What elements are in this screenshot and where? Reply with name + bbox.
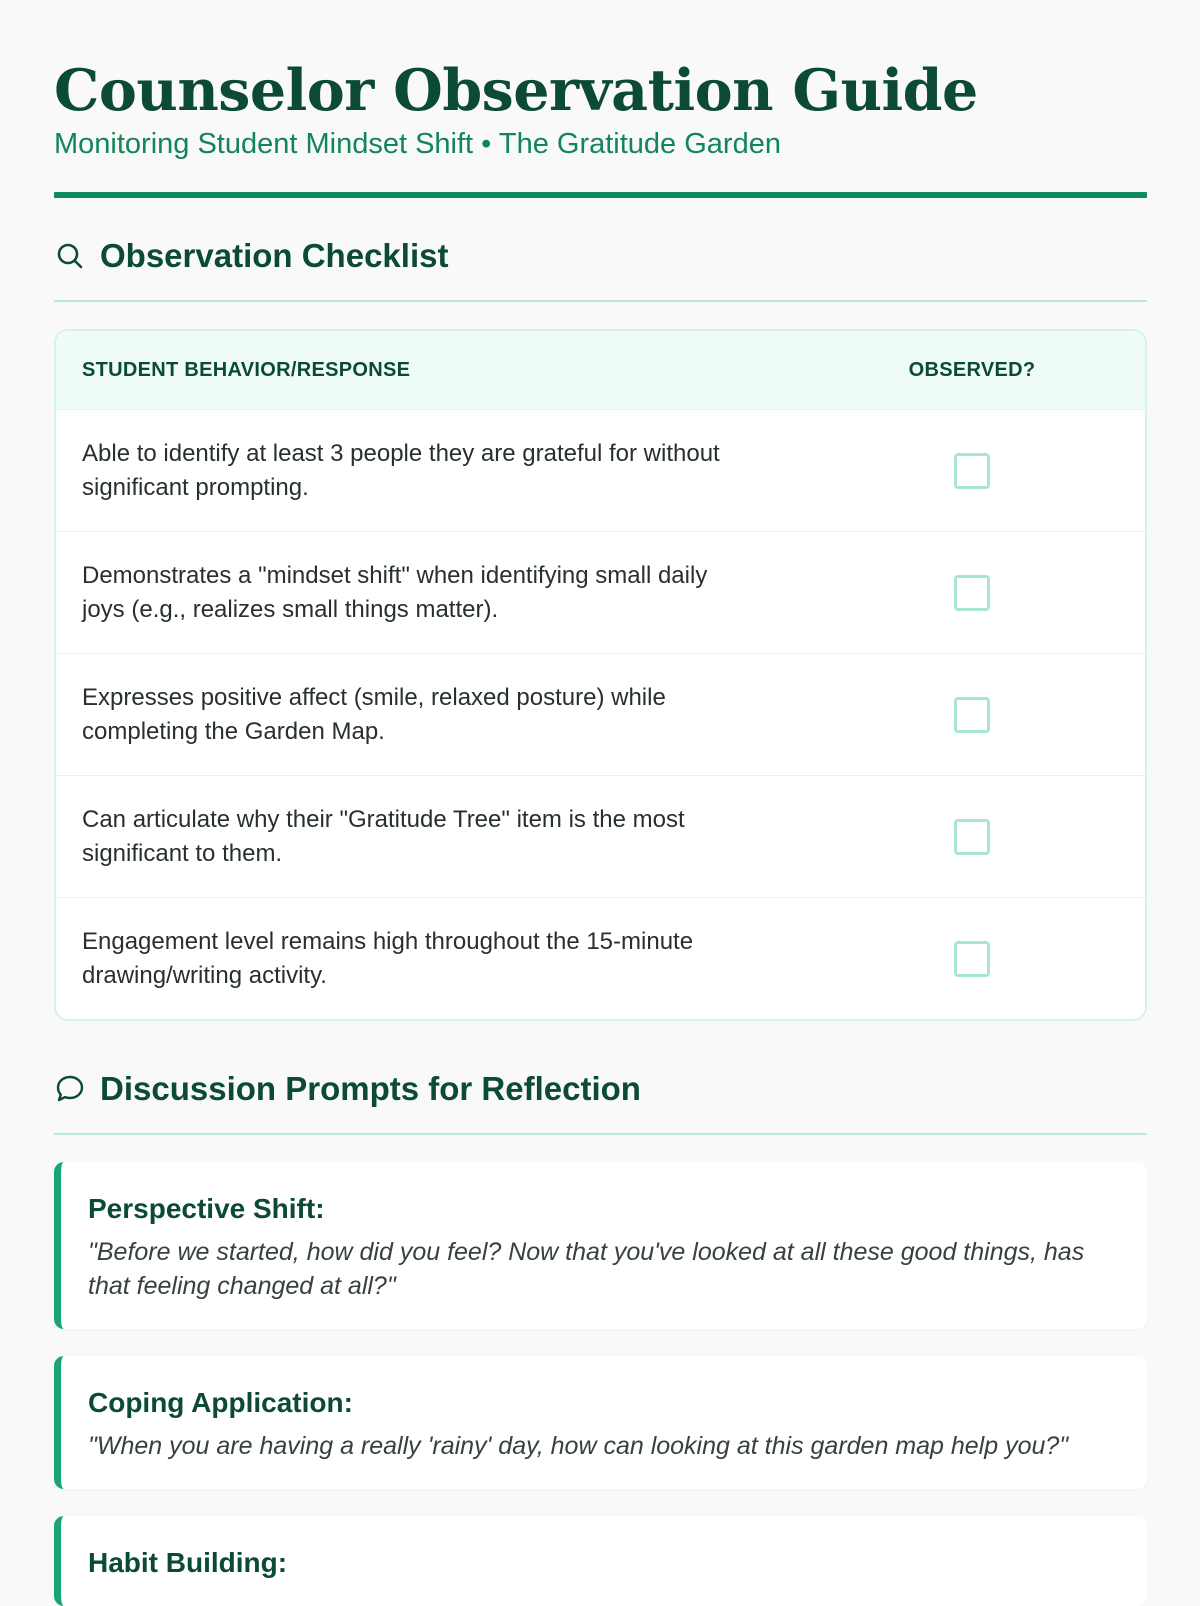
checklist-section-title: Observation Checklist <box>100 237 449 274</box>
observed-cell <box>872 453 1072 489</box>
title-divider <box>54 192 1147 198</box>
observed-checkbox[interactable] <box>954 941 990 977</box>
discussion-prompt-card <box>54 1356 1147 1489</box>
behavior-text: Demonstrates a "mindset shift" when identifying small daily joys (e.g., realizes small things matter). <box>82 561 708 623</box>
observed-checkbox[interactable] <box>954 575 990 611</box>
discussion-prompt-card <box>54 1516 1147 1606</box>
observed-cell <box>872 941 1072 977</box>
prompt-label: Coping Application: <box>88 1387 353 1418</box>
observation-checklist-table <box>54 329 1147 1021</box>
discussion-section-header <box>54 1045 1147 1135</box>
observed-cell <box>872 575 1072 611</box>
prompt-label: Habit Building: <box>88 1547 288 1578</box>
behavior-text: Able to identify at least 3 people they are grateful for without significant prompting. <box>82 439 720 501</box>
checklist-section-header <box>54 212 1147 302</box>
behavior-text: Expresses positive affect (smile, relaxed posture) while completing the Garden Map. <box>82 683 666 745</box>
table-row <box>56 653 1145 775</box>
observed-checkbox[interactable] <box>954 453 990 489</box>
table-row <box>56 775 1145 897</box>
column-header-observed: OBSERVED? <box>908 358 1036 381</box>
observed-cell <box>872 819 1072 855</box>
table-row <box>56 531 1145 653</box>
observed-checkbox[interactable] <box>954 697 990 733</box>
observed-cell <box>872 697 1072 733</box>
column-header-behavior: STUDENT BEHAVIOR/RESPONSE <box>82 358 411 381</box>
behavior-text: Can articulate why their "Gratitude Tree" item is the most significant to them. <box>82 805 685 867</box>
table-row <box>56 897 1145 1019</box>
prompt-text: "When you are having a really 'rainy' day, how can looking at this garden map help you?" <box>88 1432 1069 1460</box>
search-icon <box>54 240 86 272</box>
observed-checkbox[interactable] <box>954 819 990 855</box>
prompt-text: "Before we started, how did you feel? Now that you've looked at all these good things, has that feeling changed at all?" <box>88 1238 1085 1300</box>
chat-bubble-icon <box>54 1073 86 1105</box>
observation-guide-page <box>54 0 1147 1606</box>
discussion-prompt-card <box>54 1162 1147 1329</box>
table-row <box>56 409 1145 531</box>
page-title: Counselor Observation Guide <box>54 57 978 124</box>
table-header-row <box>56 331 1145 409</box>
behavior-text: Engagement level remains high throughout the 15-minute drawing/writing activity. <box>82 927 694 989</box>
page-subtitle: Monitoring Student Mindset Shift • The Gratitude Garden <box>54 128 781 160</box>
prompt-label: Perspective Shift: <box>88 1193 325 1224</box>
discussion-section-title: Discussion Prompts for Reflection <box>100 1070 641 1107</box>
